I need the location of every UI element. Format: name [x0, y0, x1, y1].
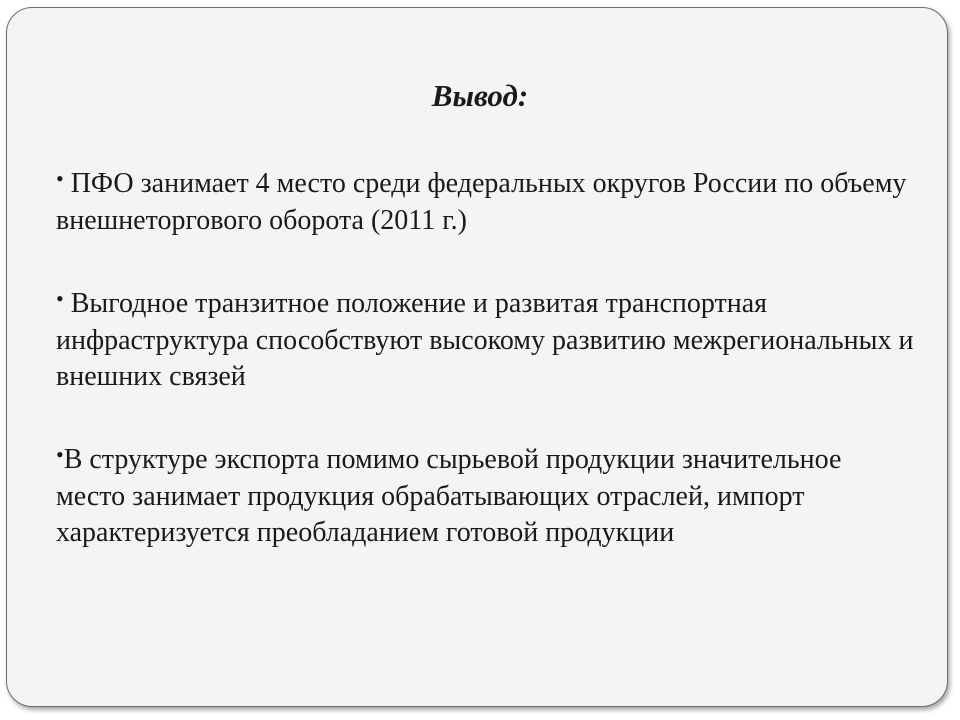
bullet-item-2: [56, 286, 916, 395]
bullet-item-1: [56, 166, 916, 239]
bullet-item-3: [56, 442, 916, 551]
bullet-dot-icon: •: [56, 442, 64, 467]
bullet-dot-icon: •: [56, 166, 64, 191]
bullet-text-1: ПФО занимает 4 место среди федеральных округов России по объему внешнеторгового оборота (2011 г.): [56, 168, 907, 236]
bullet-text-2: Выгодное транзитное положение и развитая транспортная инфраструктура способствуют высокому развитию межрегиональных и внешних связей: [56, 288, 914, 392]
slide-title: Вывод:: [431, 78, 529, 113]
bullet-text-3: В структуре экспорта помимо сырьевой продукции значительное место занимает продукция обрабатывающих отраслей, импорт характеризуется преобладанием готовой продукции: [56, 444, 842, 548]
bullet-dot-icon: •: [56, 286, 64, 311]
